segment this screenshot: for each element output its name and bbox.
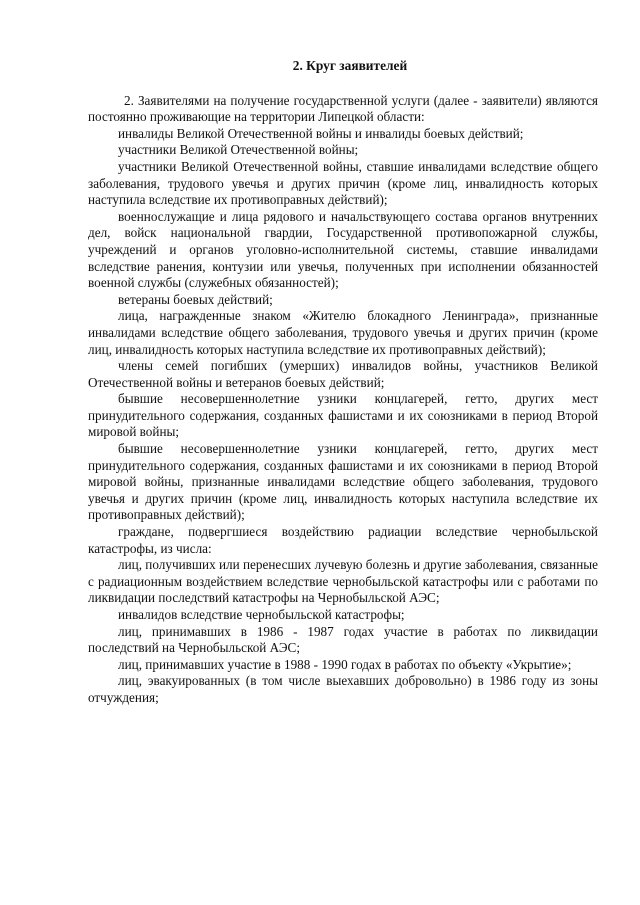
paragraph-item: участники Великой Отечественной войны, ставшие инвалидами вследствие общего заболевания, трудового увечья и других причин (кроме лиц, инвалидность которых наступила вследствие их противоправных действий);	[88, 158, 598, 208]
paragraph-item: лица, награжденные знаком «Жителю блокадного Ленинграда», признанные инвалидами вследствие общего заболевания, трудового увечья и других причин (кроме лиц, инвалидность которых наступила вследствие их противоправных действий);	[88, 308, 598, 357]
section-heading: 2. Круг заявителей	[292, 58, 408, 73]
paragraph-item: бывшие несовершеннолетние узники концлагерей, гетто, других мест принудительного содержания, созданных фашистами и их союзниками в период Второй мировой войны, признанные инвалидами вследствие общего заболевания, трудового увечья и других причин (кроме лиц, инвалидность которых наступила вследствие их противоправных действий);	[88, 441, 598, 523]
paragraph-item: лиц, принимавших участие в 1988 - 1990 годах в работах по объекту «Укрытие»;	[118, 656, 572, 672]
paragraph-item: лиц, получивших или перенесших лучевую болезнь и другие заболевания, связанные с радиационным воздействием вследствие чернобыльской катастрофы или с работами по ликвидации последствий катастрофы на Чернобыльской АЭС;	[88, 557, 598, 606]
paragraph-item: лиц, эвакуированных (в том числе выехавших добровольно) в 1986 году из зоны отчуждения;	[88, 673, 598, 705]
paragraph-item: бывшие несовершеннолетние узники концлагерей, гетто, других мест принудительного содержания, созданных фашистами и их союзниками в период Второй мировой войны;	[88, 391, 598, 440]
paragraph-item: члены семей погибших (умерших) инвалидов войны, участников Великой Отечественной войны и ветеранов боевых действий;	[88, 358, 598, 390]
paragraph-item: инвалидов вследствие чернобыльской катастрофы;	[118, 607, 405, 622]
paragraph-item: участники Великой Отечественной войны;	[118, 142, 359, 158]
paragraph-item: лиц, принимавших в 1986 - 1987 годах участие в работах по ликвидации последствий на Чернобыльской АЭС;	[88, 623, 598, 656]
paragraph-item: граждане, подвергшиеся воздействию радиации вследствие чернобыльской катастрофы, из числа:	[88, 524, 598, 556]
paragraph-item: ветераны боевых действий;	[118, 291, 273, 307]
paragraph-applicants-intro: 2. Заявителями на получение государственной услуги (далее - заявители) являются постоянно проживающие на территории Липецкой области:	[88, 92, 598, 125]
paragraph-item: инвалиды Великой Отечественной войны и инвалиды боевых действий;	[118, 125, 524, 141]
paragraph-item: военнослужащие и лица рядового и начальствующего состава органов внутренних дел, войск национальной гвардии, Государственной противопожарной службы, учреждений и органов уголовно-исполнительной системы, ставшие инвалидами вследствие ранения, контузии или увечья, полученных при исполнении обязанностей военной службы (служебных обязанностей);	[88, 208, 598, 291]
